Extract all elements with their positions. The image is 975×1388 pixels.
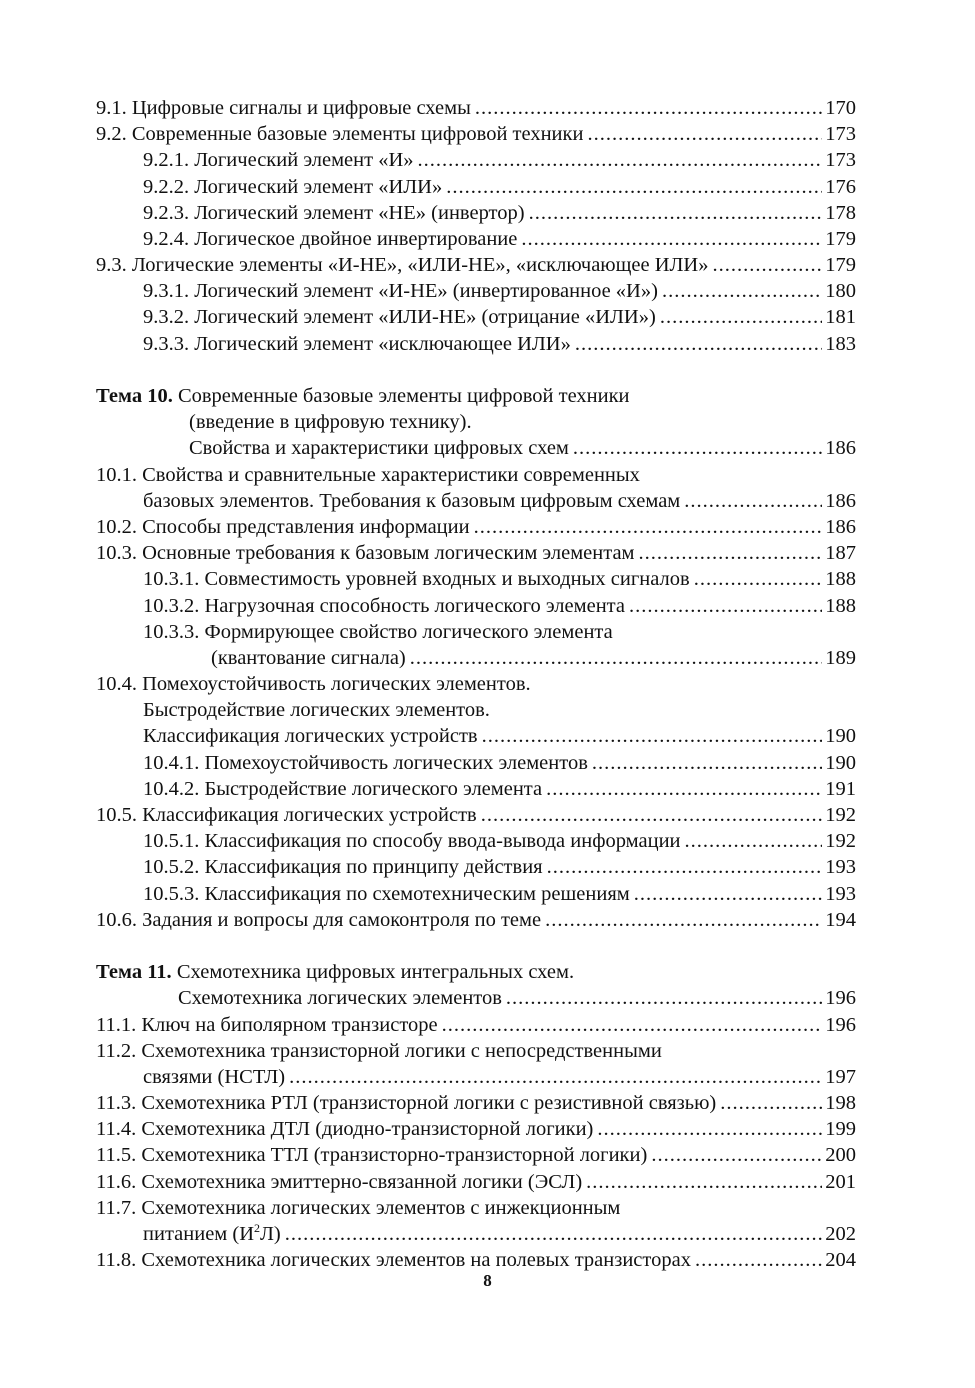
toc-entry[interactable] [96,1195,856,1221]
toc-entry[interactable] [96,566,856,592]
dot-leader [446,174,822,200]
toc-entry[interactable] [96,854,856,880]
toc-entry-title: 11.7. Схемотехника логических элементов с инжекционным [96,1196,621,1219]
dot-leader [592,750,822,776]
toc-entry[interactable] [96,802,856,828]
toc-entry-title: 9.3.2. Логический элемент «ИЛИ-НЕ» (отрицание «ИЛИ») [143,306,656,329]
toc-entry[interactable] [96,252,856,278]
toc-entry-title: 9.2.4. Логическое двойное инвертирование [143,227,518,250]
dot-leader [506,985,822,1011]
toc-entry-title: 10.5.2. Классификация по принципу действия [143,856,543,879]
topic-title: Современные базовые элементы цифровой техники [177,385,630,408]
dot-leader [442,1012,823,1038]
toc-entry-title: 11.1. Ключ на биполярном транзисторе [96,1013,438,1036]
toc-entry-page: 181 [825,306,856,329]
toc-entry-page: 192 [825,804,856,827]
toc-entry-title: 9.3. Логические элементы «И-НЕ», «ИЛИ-НЕ», «исключающее ИЛИ» [96,254,709,277]
toc-entry-title: 10.5.3. Классификация по схемотехническим решениям [143,882,630,905]
toc-entry-page: 191 [825,777,856,800]
toc-entry-title: 10.2. Способы представления информации [96,515,470,538]
toc-entry[interactable] [96,462,856,488]
spacer [96,357,856,383]
toc-entry[interactable] [96,278,856,304]
toc-entry[interactable] [96,750,856,776]
dot-leader [573,435,822,461]
toc-entry-title: 10.3.2. Нагрузочная способность логического элемента [143,594,625,617]
toc-entry-title: связями (НСТЛ) [143,1065,286,1088]
toc-entry-title: базовых элементов. Требования к базовым цифровым схемам [143,489,681,512]
dot-leader [521,226,822,252]
toc-entry-title: 10.6. Задания и вопросы для самоконтроля по теме [96,908,542,931]
dot-leader [547,854,823,880]
toc-entry-page: 200 [825,1144,856,1167]
dot-leader [685,828,823,854]
dot-leader [713,252,823,278]
toc-entry-title: 10.4.1. Помехоустойчивость логических элементов [143,751,588,774]
dot-leader [482,723,823,749]
toc-entry-page: 194 [825,908,856,931]
toc-entry[interactable] [96,645,856,671]
toc-entry-title: 9.1. Цифровые сигналы и цифровые схемы [96,96,471,119]
toc-entry-title: 9.2.3. Логический элемент «НЕ» (инвертор) [143,201,525,224]
toc-entry-page: 202 [825,1223,856,1246]
toc-entry[interactable] [96,1169,856,1195]
dot-leader [695,1247,822,1273]
toc-entry[interactable] [96,1221,856,1247]
toc-entry[interactable] [96,488,856,514]
dot-leader [597,1116,822,1142]
toc-entry[interactable] [96,697,856,723]
toc-entry-page: 180 [825,280,856,303]
toc-entry-title: 11.4. Схемотехника ДТЛ (диодно-транзисторной логики) [96,1118,594,1141]
toc-entry-title: 10.4.2. Быстродействие логического элемента [143,777,543,800]
dot-leader [289,1064,822,1090]
topic-10-heading-cont [96,409,856,435]
toc-entry[interactable] [96,1090,856,1116]
toc-entry[interactable] [96,305,856,331]
toc-entry-page: 173 [825,149,856,172]
dot-leader [662,278,822,304]
toc-entry-page: 176 [825,175,856,198]
toc-entry-title: 11.8. Схемотехника логических элементов на полевых транзисторах [96,1249,691,1272]
toc-entry[interactable] [96,881,856,907]
toc-entry-page: 196 [825,987,856,1010]
toc-entry[interactable] [96,121,856,147]
toc-entry-title: 10.1. Свойства и сравнительные характеристики современных [96,463,640,486]
topic-11-heading[interactable] [96,959,856,985]
dot-leader [720,1090,822,1116]
toc-entry-page: 179 [825,227,856,250]
toc-entry-page: 199 [825,1118,856,1141]
toc-entry-page: 188 [825,594,856,617]
toc-entry-title: 9.3.3. Логический элемент «исключающее ИЛИ» [143,332,571,355]
topic-label: Тема 10. [96,385,173,408]
toc-entry[interactable] [96,435,856,461]
dot-leader [546,776,822,802]
dot-leader [639,540,823,566]
toc-entry[interactable] [96,514,856,540]
toc-entry[interactable] [96,226,856,252]
toc-entry-page: 189 [825,646,856,669]
toc-entry[interactable] [96,907,856,933]
toc-entry[interactable] [96,619,856,645]
dot-leader [545,907,822,933]
toc-entry[interactable] [96,1143,856,1169]
toc-entry-page: 173 [825,123,856,146]
toc-entry[interactable] [96,1064,856,1090]
topic-label: Тема 11. [96,961,172,984]
toc-entry[interactable] [96,724,856,750]
dot-leader [410,645,822,671]
toc-entry-page: 204 [825,1249,856,1272]
toc-entry-title: Схемотехника логических элементов [178,987,502,1010]
toc-entry[interactable] [96,147,856,173]
toc-entry-page: 186 [825,437,856,460]
toc-entry[interactable] [96,1116,856,1142]
toc-entry[interactable] [96,1247,856,1273]
toc-entry[interactable] [96,200,856,226]
table-of-contents [96,95,856,1273]
dot-leader [529,200,823,226]
spacer [96,933,856,959]
toc-entry-title: (квантование сигнала) [211,646,406,669]
toc-entry-page: 179 [825,254,856,277]
toc-entry-page: 193 [825,856,856,879]
toc-entry-title: 10.3.3. Формирующее свойство логического элемента [143,620,613,643]
toc-entry-title: Классификация логических устройств [143,725,478,748]
topic-title: (введение в цифровую технику). [189,411,472,434]
toc-entry-title: 10.5. Классификация логических устройств [96,804,477,827]
dot-leader [575,331,822,357]
dot-leader [285,1221,822,1247]
toc-entry-page: 190 [825,725,856,748]
topic-10-heading[interactable] [96,383,856,409]
dot-leader [660,304,822,330]
toc-entry-page: 197 [825,1065,856,1088]
toc-entry-title: 11.6. Схемотехника эмиттерно-связанной логики (ЭСЛ) [96,1170,583,1193]
dot-leader [475,95,822,121]
toc-entry-page: 186 [825,515,856,538]
toc-entry-page: 183 [825,332,856,355]
toc-entry-title: 9.2.1. Логический элемент «И» [143,149,414,172]
superscript: 2 [254,1221,261,1236]
toc-entry-page: 187 [825,542,856,565]
dot-leader [651,1142,822,1168]
toc-entry-title: 11.5. Схемотехника ТТЛ (транзисторно-транзисторной логики) [96,1144,648,1167]
toc-entry-title: 9.2.2. Логический элемент «ИЛИ» [143,175,443,198]
toc-entry[interactable] [96,540,856,566]
toc-entry-title: 10.5.1. Классификация по способу ввода-вывода информации [143,830,681,853]
toc-entry-title: Быстродействие логических элементов. [143,699,490,722]
toc-entry[interactable] [96,95,856,121]
toc-entry-page: 193 [825,882,856,905]
dot-leader [481,802,823,828]
dot-leader [694,566,823,592]
toc-entry-title: 11.3. Схемотехника РТЛ (транзисторной логики с резистивной связью) [96,1092,717,1115]
toc-entry-page: 170 [825,96,856,119]
toc-entry[interactable] [96,593,856,619]
toc-entry-page: 196 [825,1013,856,1036]
toc-entry-page: 178 [825,201,856,224]
toc-entry-title: 9.2. Современные базовые элементы цифровой техники [96,123,584,146]
topic-title: Схемотехника цифровых интегральных схем. [176,961,575,984]
toc-entry-title: питанием $(И^2Л)$ [143,1221,281,1246]
dot-leader [474,514,823,540]
dot-leader [634,881,823,907]
toc-entry-page: 186 [825,489,856,512]
toc-entry-page: 190 [825,751,856,774]
toc-entry[interactable] [96,174,856,200]
toc-entry-title: Свойства и характеристики цифровых схем [189,437,569,460]
toc-entry[interactable] [96,1012,856,1038]
toc-entry-page: 192 [825,830,856,853]
dot-leader [684,488,822,514]
toc-entry-page: 188 [825,568,856,591]
toc-entry-title: 11.2. Схемотехника транзисторной логики с непосредственными [96,1039,662,1062]
toc-entry-title: 10.3.1. Совместимость уровней входных и выходных сигналов [143,568,690,591]
page-number: 8 [483,1271,492,1290]
dot-leader [418,147,823,173]
toc-entry[interactable] [96,985,856,1011]
toc-entry-title: 10.3. Основные требования к базовым логическим элементам [96,542,635,565]
toc-entry-title: 9.3.1. Логический элемент «И-НЕ» (инвертированное «И») [143,280,658,303]
toc-entry[interactable] [96,331,856,357]
dot-leader [587,121,822,147]
toc-entry-page: 201 [825,1170,856,1193]
toc-entry[interactable] [96,828,856,854]
dot-leader [586,1169,822,1195]
toc-entry-page: 198 [825,1092,856,1115]
toc-entry[interactable] [96,671,856,697]
toc-entry[interactable] [96,1038,856,1064]
toc-entry-title: 10.4. Помехоустойчивость логических элементов. [96,673,531,696]
dot-leader [629,593,822,619]
toc-entry[interactable] [96,776,856,802]
